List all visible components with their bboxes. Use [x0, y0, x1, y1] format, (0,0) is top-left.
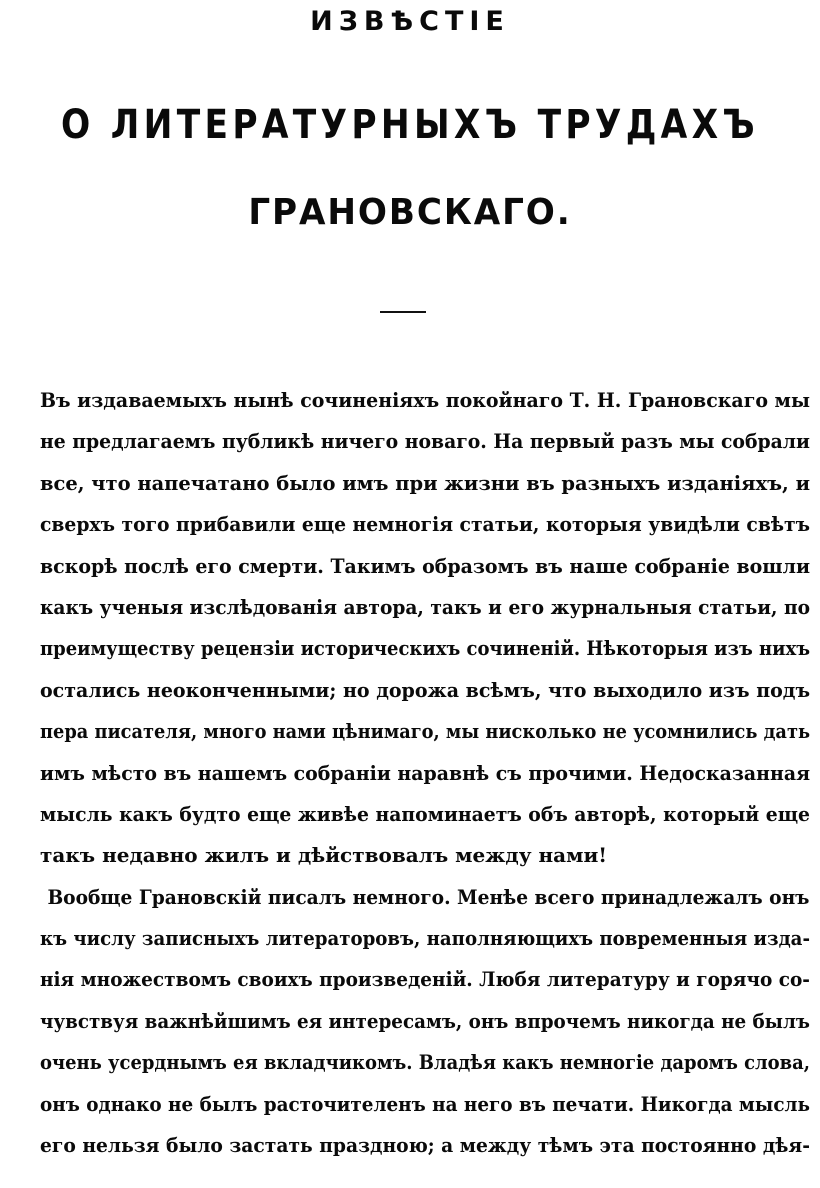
title-line-1: ИЗВѢСТІЕ	[310, 6, 510, 37]
text-line: все, что напечатано было имъ при жизни въ разныхъ изданіяхъ, и	[40, 470, 811, 495]
text-line: Въ издаваемыхъ нынѣ сочиненіяхъ покойнаго Т. Н. Грановскаго мы	[40, 388, 811, 412]
text-line: чувствуя важнѣйшимъ ея интересамъ, онъ впрочемъ никогда не былъ	[40, 1008, 810, 1033]
text-line: мысль какъ будто еще живѣе напоминаетъ объ авторѣ, который еще	[40, 801, 810, 826]
text-line: его нельзя было застать праздною; а между тѣмъ эта постоянно дѣя-	[40, 1133, 810, 1158]
text-line: нія множествомъ своихъ произведеній. Любя литературу и горячо со-	[40, 967, 810, 992]
text-line: сверхъ того прибавили еще немногія статьи, которыя увидѣли свѣтъ	[40, 512, 810, 537]
title-line-2: О ЛИТЕРАТУРНЫХЪ ТРУДАХЪ	[60, 102, 760, 148]
text-line: какъ ученыя изслѣдованія автора, такъ и его журнальныя статьи, по	[40, 594, 811, 619]
text-line: Вообще Грановскій писалъ немного. Менѣе всего принадлежалъ онъ	[47, 884, 810, 909]
text-line: онъ однако не былъ расточителенъ на него въ печати. Никогда мысль	[40, 1091, 810, 1116]
text-line: остались неоконченными; но дорожа всѣмъ, что выходило изъ подъ	[40, 677, 811, 702]
body-text	[40, 380, 810, 1166]
text-line: не предлагаемъ публикѣ ничего новаго. На первый разъ мы собрали	[40, 429, 810, 454]
title-line-3: ГРАНОВСКАГО.	[248, 192, 572, 233]
text-line: къ числу записныхъ литераторовъ, наполняющихъ повременныя изда-	[40, 926, 810, 951]
text-line: имъ мѣсто въ нашемъ собраніи наравнѣ съ прочими. Недосказанная	[40, 760, 811, 785]
title-divider	[380, 311, 426, 313]
text-line: пера писателя, много нами цѣнимаго, мы нисколько не усомнились дать	[40, 719, 811, 744]
text-line: очень усерднымъ ея вкладчикомъ. Владѣя какъ немногіе даромъ слова,	[40, 1050, 810, 1075]
text-line: преимуществу рецензіи историческихъ сочиненій. Нѣкоторыя изъ нихъ	[40, 636, 811, 661]
text-line: такъ недавно жилъ и дѣйствовалъ между нами!	[40, 843, 608, 868]
text-line: вскорѣ послѣ его смерти. Такимъ образомъ въ наше собраніе вошли	[40, 553, 810, 578]
